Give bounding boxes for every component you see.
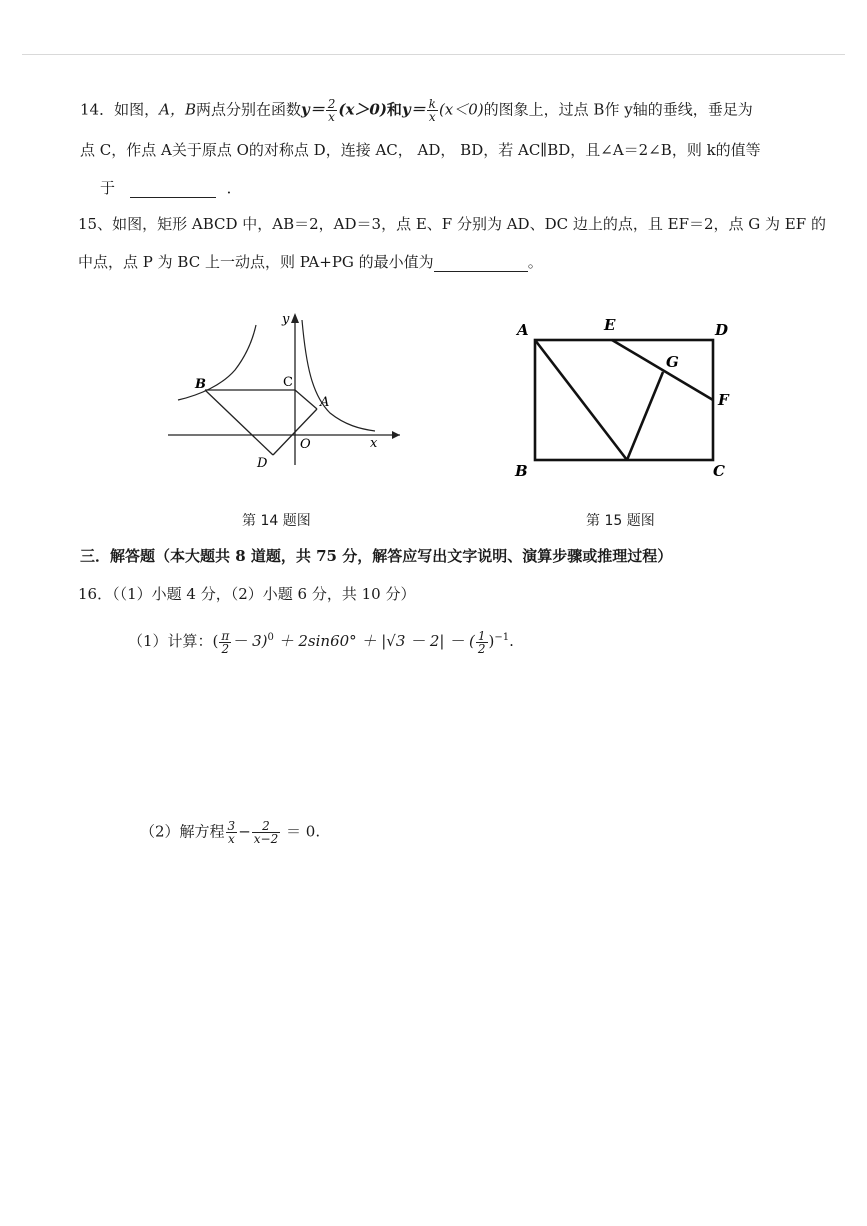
label-F: F <box>718 391 729 409</box>
y-axis-arrow <box>291 313 299 323</box>
denominator: 2 <box>477 641 486 656</box>
q14-text: 如图， <box>114 100 160 119</box>
denominator: x <box>328 110 335 124</box>
segment-AP <box>535 340 627 460</box>
numerator: 1 <box>477 628 486 643</box>
q14-line3 <box>100 178 242 198</box>
q14-number: 14． <box>80 100 115 119</box>
denominator: 2 <box>221 641 230 656</box>
figure-15 <box>505 310 745 485</box>
curve-left <box>178 325 256 400</box>
q14-func2-fraction <box>427 98 438 123</box>
fraction-2-over-x-minus-2 <box>252 820 280 845</box>
section-title: 三．解答题 <box>80 547 156 565</box>
q14-func1-y: y＝ <box>300 100 325 119</box>
denominator: x−2 <box>253 832 279 846</box>
numerator: π <box>221 628 230 643</box>
q14-points: A，B <box>159 100 196 119</box>
q15-text: 。 <box>527 253 543 271</box>
q14-answer-blank[interactable] <box>130 197 216 198</box>
q16-part1 <box>128 628 514 655</box>
q15-line1: 15、如图，矩形 ABCD 中，AB＝2，AD＝3，点 E、F 分别为 AD、DC 边上的点，且 EF＝2，点 G 为 EF 的 <box>78 215 826 233</box>
figure-15-caption: 第 15 题图 <box>586 513 655 529</box>
segment-CA <box>295 390 317 409</box>
exponent: −1 <box>494 632 510 643</box>
part2-label: （2）解方程 <box>140 822 225 841</box>
figure-14 <box>160 305 410 475</box>
expr: － 3) <box>232 632 268 650</box>
curve-right <box>302 320 375 431</box>
q14-and: 和 <box>386 100 402 119</box>
q14-func1-cond: (x＞0) <box>338 100 387 119</box>
label-C: C <box>713 462 725 480</box>
label-O: O <box>300 437 311 452</box>
denominator: x <box>227 832 235 846</box>
segment-PG <box>627 372 663 460</box>
q14-text: 两点分别在函数 <box>195 100 301 119</box>
part1-label: （1）计算： <box>128 632 213 650</box>
denominator: x <box>428 110 436 124</box>
q15-answer-blank[interactable] <box>434 271 528 272</box>
paren: ( <box>212 632 219 650</box>
q14-text: ． <box>226 179 242 197</box>
q14-text: 的图象上，过点 B作 y轴的垂线，垂足为 <box>483 100 753 119</box>
rectangle-ABCD <box>535 340 713 460</box>
one-half <box>476 630 488 655</box>
numerator: 2 <box>327 97 336 111</box>
paren: ) <box>488 632 495 650</box>
label-D: D <box>715 321 729 339</box>
q14-text: 于 <box>100 179 116 197</box>
q16-part2 <box>140 820 320 845</box>
exponent: 0 <box>267 632 274 643</box>
fraction-3-over-x <box>226 820 238 845</box>
top-rule <box>22 54 845 55</box>
label-A: A <box>517 321 529 339</box>
section-note: （本大题共 8 道题，共 75 分，解答应写出文字说明、演算步骤或推理过程） <box>155 547 673 565</box>
q14-func2-cond: (x＜0) <box>438 100 484 119</box>
label-B: B <box>515 462 528 480</box>
x-axis-arrow <box>392 431 400 439</box>
label-G: G <box>666 353 679 371</box>
numerator: k <box>428 97 436 111</box>
label-D: D <box>257 456 268 471</box>
pi-over-two <box>219 630 231 655</box>
segment-BD <box>205 390 273 455</box>
q14-line1 <box>80 98 753 123</box>
q16-header: 16．（（1）小题 4 分，（2）小题 6 分，共 10 分） <box>78 585 416 603</box>
equals-zero: ＝ 0. <box>286 822 321 841</box>
minus: − <box>238 822 251 841</box>
figure-14-caption: 第 14 题图 <box>242 513 311 529</box>
q14-func1-fraction <box>326 98 338 123</box>
expr: ＋ 2sin60° ＋ |√3 － 2| － ( <box>273 632 475 650</box>
label-y: y <box>282 312 290 327</box>
segment-EF <box>612 340 713 400</box>
q14-func2-y: y＝ <box>401 100 426 119</box>
label-B: B <box>195 377 206 392</box>
label-C: C <box>283 375 293 390</box>
q14-line2: 点 C，作点 A关于原点 O的对称点 D，连接 AC， AD， BD，若 AC∥BD，且∠A＝2∠B，则 k的值等 <box>80 141 761 159</box>
numerator: 3 <box>227 819 236 833</box>
section-3-heading <box>80 546 672 566</box>
label-E: E <box>604 316 616 334</box>
numerator: 2 <box>252 820 280 833</box>
label-A: A <box>320 395 330 410</box>
label-x: x <box>370 436 378 451</box>
q15-line2 <box>78 252 543 272</box>
period: . <box>509 632 514 650</box>
q15-text: 中点，点 P 为 BC 上一动点，则 PA+PG 的最小值为 <box>78 253 434 271</box>
